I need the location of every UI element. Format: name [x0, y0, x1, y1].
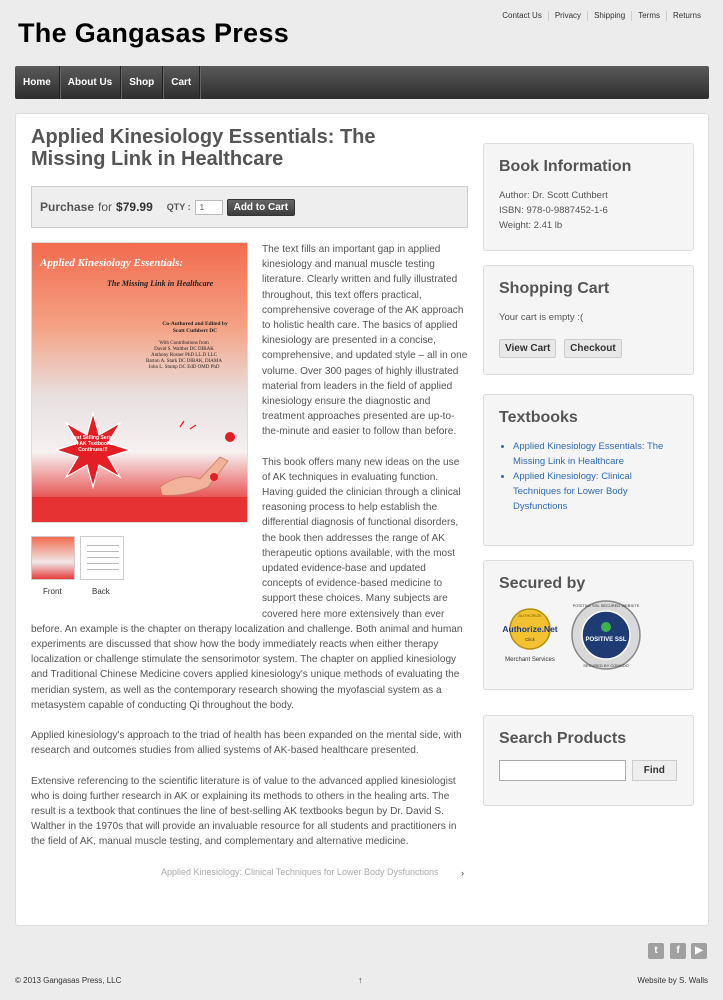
description-paragraph: Applied kinesiology's approach to the triad of health has been expanded on the mental side, with research and outcomes studies from allied systems of AK-based healthcare presented. — [31, 730, 462, 757]
svg-text:POSITIVE SSL: POSITIVE SSL — [585, 637, 627, 643]
svg-text:Merchant Services: Merchant Services — [505, 657, 555, 663]
twitter-icon[interactable]: t — [648, 943, 664, 959]
top-link-shipping[interactable]: Shipping — [587, 11, 631, 21]
description-paragraph: Extensive referencing to the scientific literature is of value to the advanced applied kinesiologist who is doing further research in AK or explaining its methods to others in the healing arts. The result is a textbook that continues the line of best-selling AK textbooks begun by Dr. David S. Walther in the 1970s that will provide an invaluable resource for all students and practitioners in the field of AK, manual muscle testing, and complementary and alternative medicine. — [31, 775, 457, 848]
svg-text:SECURED BY COMODO: SECURED BY COMODO — [583, 663, 629, 668]
nav-home[interactable]: Home — [15, 66, 60, 99]
secured-by-widget — [483, 560, 694, 690]
cover-title: Applied Kinesiology Essentials: — [40, 257, 184, 269]
qty-label: QTY : — [166, 202, 191, 212]
textbooks-widget — [483, 394, 694, 546]
search-widget — [483, 715, 694, 806]
textbooks-list — [499, 439, 678, 514]
thumbnail-back-label: Back — [92, 587, 110, 596]
book-info-title: Book Information — [499, 158, 632, 175]
footer-copyright: © 2013 Gangasas Press, LLC — [15, 976, 122, 985]
youtube-icon[interactable]: ▶ — [691, 943, 707, 959]
thumbnail-back[interactable] — [80, 536, 124, 580]
positive-ssl-seal-icon[interactable] — [570, 599, 642, 671]
svg-text:POSITIVE SSL SECURED WEBSITE: POSITIVE SSL SECURED WEBSITE — [572, 603, 640, 608]
next-product-link[interactable]: Applied Kinesiology: Clinical Techniques for Lower Body Dysfunctions — [161, 867, 439, 877]
thumbnail-front-label: Front — [43, 587, 62, 596]
top-links — [496, 11, 707, 21]
description-paragraph: The text fills an important gap in applied kinesiology and manual muscle testing literature. Clearly written and fully illustrated throughout, this text offers practical, comprehensive coverage of the AK approach to holistic health care. The basics of applied kinesiology are presented in a concise, comprehensive, and updated style – all in one volume. Over 300 pages of highly illustrated material from leaders in the field of applied kinesiology ensure the diagnostic and treatment approaches presented are up-to-the-minute and easier to follow than before. — [262, 244, 468, 438]
bestseller-star-icon: Best Selling Series of AK Textbooks Continues!!! — [54, 411, 132, 489]
footer-credit[interactable]: Website by S. Walls — [637, 976, 708, 985]
nav-cart[interactable]: Cart — [163, 66, 200, 99]
add-to-cart-button[interactable]: Add to Cart — [227, 199, 295, 216]
purchase-box — [31, 186, 468, 228]
qty-input[interactable] — [195, 200, 223, 215]
cart-status: Your cart is empty :( — [499, 312, 584, 323]
cover-editor: Co-Authored and Edited by Scott Cuthbert DC — [162, 321, 228, 334]
purchase-label: Purchase — [40, 200, 95, 214]
textbook-link[interactable]: • Applied Kinesiology Essentials: The Missing Link in Healthcare — [513, 439, 678, 469]
find-button[interactable]: Find — [632, 760, 677, 781]
checkout-button[interactable]: Checkout — [564, 339, 622, 358]
cart-title: Shopping Cart — [499, 280, 610, 297]
main-content — [15, 113, 709, 926]
top-link-contact[interactable]: Contact Us — [502, 11, 542, 20]
illustration-figure — [150, 417, 240, 501]
book-cover-image[interactable] — [31, 242, 248, 523]
secured-title: Secured by — [499, 575, 586, 592]
nav-about[interactable]: About Us — [60, 66, 121, 99]
cover-contributors: With Contributions from David S. Walther DC DIBAK Anthony Rosner PhD LL.D LLC Barton A. Stark DC DIBAK, DIAMA John L. Stump DC EdD OMD PhD — [146, 341, 222, 370]
svg-text:Authorize.Net: Authorize.Net — [502, 624, 558, 634]
page-title: Applied Kinesiology Essentials: The Missing Link in Healthcare — [31, 126, 376, 170]
nav-shop[interactable]: Shop — [121, 66, 163, 99]
price: $79.99 — [116, 200, 153, 214]
back-to-top-icon[interactable]: ↑ — [358, 975, 363, 985]
thumbnail-front[interactable] — [31, 536, 75, 580]
book-isbn: ISBN: 978-0-9887452-1-6 — [499, 205, 608, 216]
authorize-net-seal-icon[interactable] — [498, 607, 562, 669]
next-arrow-icon[interactable]: › — [461, 868, 464, 878]
site-title[interactable]: The Gangasas Press — [18, 18, 290, 48]
textbooks-title: Textbooks — [499, 409, 578, 426]
svg-text:AUTHORIZE: AUTHORIZE — [518, 613, 542, 618]
top-link-returns[interactable]: Returns — [666, 11, 707, 21]
facebook-icon[interactable]: f — [670, 943, 686, 959]
main-nav — [15, 66, 709, 99]
search-input[interactable] — [499, 760, 626, 781]
book-info-widget — [483, 143, 694, 251]
view-cart-button[interactable]: View Cart — [499, 339, 556, 358]
top-link-privacy[interactable]: Privacy — [548, 11, 587, 21]
shopping-cart-widget — [483, 265, 694, 375]
book-weight: Weight: 2.41 lb — [499, 220, 563, 231]
book-author: Author: Dr. Scott Cuthbert — [499, 190, 608, 201]
svg-text:Click: Click — [525, 637, 535, 642]
top-link-terms[interactable]: Terms — [631, 11, 666, 21]
textbook-link[interactable]: • Applied Kinesiology: Clinical Techniques for Lower Body Dysfunctions — [513, 469, 678, 514]
purchase-for: for — [98, 200, 113, 214]
description-paragraph: This book offers many new ideas on the use of AK techniques in evaluating function. Having guided the clinician through a clinical reasoning process to help establish the differential diagnosis of functional disorders, the book then addresses the range of AK therapeutic options available, with the most updated evidence-base and updated concepts of evidence-based medicine to support these choices. Many subjects are covered here more extensively than ever before. An example is the chapter on therapy localization and challenge. Both animal and human experiments are discussed that show how the body immediately reacts when either therapy localization or challenge stimulate the sensorimotor system. The chapter on applied kinesiology and Traditional Chinese Medicine covers applied kinesiology's unique methods of evaluating the meridian system, as well as the contemporary research showing the myofascial system as a metasystem capable of conducting Qi throughout the body. — [31, 456, 463, 711]
search-title: Search Products — [499, 730, 627, 747]
cover-subtitle: The Missing Link in Healthcare — [107, 279, 214, 288]
